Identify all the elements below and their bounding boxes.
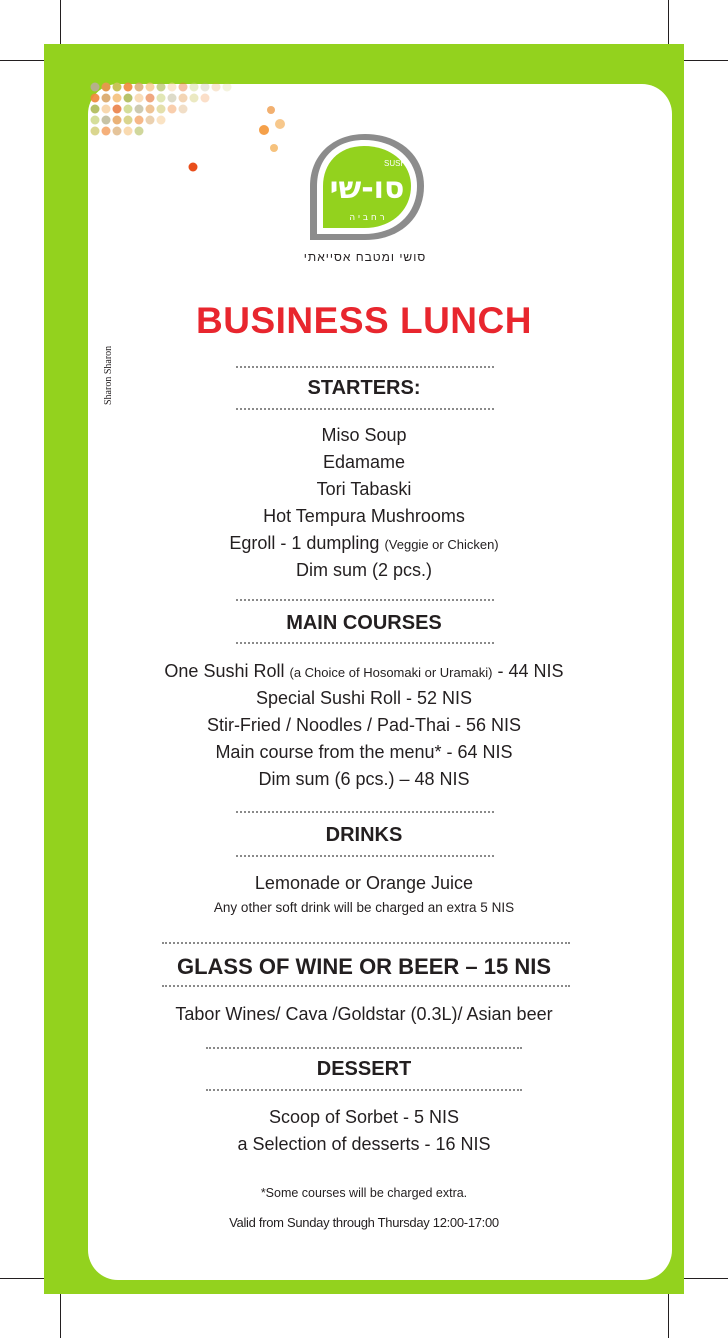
crop-mark <box>684 60 728 61</box>
decorative-dot <box>124 94 133 103</box>
menu-item: Dim sum (2 pcs.) <box>295 560 432 580</box>
decorative-dot <box>91 83 100 92</box>
wine-heading: GLASS OF WINE OR BEER – 15 NIS <box>176 954 552 979</box>
decorative-dot <box>135 94 144 103</box>
decorative-dot <box>179 94 188 103</box>
decorative-dot <box>124 116 133 125</box>
logo-icon <box>300 128 430 248</box>
menu-item: a Selection of desserts - 16 NIS <box>237 1134 491 1154</box>
dessert-heading: DESSERT <box>316 1058 412 1080</box>
menu-item: Lemonade or Orange Juice <box>254 873 474 893</box>
menu-item: Dim sum (6 pcs.) – 48 NIS <box>258 769 470 789</box>
menu-item: Egroll - 1 dumpling (Veggie or Chicken) <box>229 533 499 553</box>
decorative-dot <box>135 105 144 114</box>
menu-item: Scoop of Sorbet - 5 NIS <box>268 1107 460 1127</box>
menu-item: Main course from the menu* - 64 NIS <box>215 742 513 762</box>
decorative-dot <box>157 105 166 114</box>
decorative-dot <box>91 94 100 103</box>
decorative-dot <box>124 105 133 114</box>
crop-mark <box>60 1294 61 1338</box>
decorative-dot <box>146 116 155 125</box>
logo-hebrew-text: סו-שי <box>329 171 405 206</box>
decorative-dot <box>91 116 100 125</box>
decorative-dot <box>157 83 166 92</box>
drinks-heading: DRINKS <box>325 824 403 846</box>
menu-item: Tabor Wines/ Cava /Goldstar (0.3L)/ Asian beer <box>175 1004 553 1024</box>
divider <box>236 855 494 857</box>
divider <box>236 366 494 368</box>
decorative-dot <box>102 94 111 103</box>
footnote: *Some courses will be charged extra. <box>260 1186 468 1200</box>
divider <box>206 1089 522 1091</box>
decorative-dot <box>124 83 133 92</box>
decorative-dot <box>157 94 166 103</box>
logo-subtitle: ר ח ב י ה <box>349 213 385 223</box>
decorative-dot <box>179 83 188 92</box>
divider <box>236 408 494 410</box>
validity-note: Valid from Sunday through Thursday 12:00-17:00 <box>229 1215 499 1230</box>
menu-item: Stir-Fried / Noodles / Pad-Thai - 56 NIS <box>206 715 522 735</box>
decorative-dot <box>135 127 144 136</box>
decorative-dot <box>124 127 133 136</box>
divider <box>206 1047 522 1049</box>
decorative-dot <box>91 127 100 136</box>
decorative-dot <box>113 105 122 114</box>
menu-item: Miso Soup <box>321 425 407 445</box>
decorative-dot <box>135 83 144 92</box>
menu-item-note: (a Choice of Hosomaki or Uramaki) <box>289 665 493 680</box>
decorative-dot <box>168 105 177 114</box>
logo-sushi-text: SUSHI <box>384 159 409 168</box>
decorative-dot <box>190 94 199 103</box>
decorative-dot <box>102 127 111 136</box>
crop-mark <box>60 0 61 44</box>
decorative-dot <box>168 94 177 103</box>
decorative-dot <box>275 119 285 129</box>
divider <box>236 642 494 644</box>
menu-title: BUSINESS LUNCH <box>196 300 532 341</box>
side-note: Sharon Sharon <box>103 345 114 405</box>
decorative-dot <box>102 116 111 125</box>
decorative-dot <box>223 83 232 92</box>
tagline: סושי ומטבח אסייאתי <box>303 250 427 264</box>
decorative-dot <box>146 94 155 103</box>
decorative-dot <box>102 83 111 92</box>
decorative-dots <box>88 80 328 180</box>
decorative-dot <box>146 83 155 92</box>
decorative-dot <box>189 163 198 172</box>
decorative-dot <box>102 105 111 114</box>
crop-mark <box>684 1278 728 1279</box>
menu-item: One Sushi Roll (a Choice of Hosomaki or Uramaki) - 44 NIS <box>164 661 564 681</box>
crop-mark <box>668 1294 669 1338</box>
decorative-dot <box>146 105 155 114</box>
crop-mark <box>0 1278 44 1279</box>
divider <box>236 599 494 601</box>
menu-item: Hot Tempura Mushrooms <box>263 506 465 526</box>
divider <box>162 985 570 987</box>
menu-item: Special Sushi Roll - 52 NIS <box>255 688 473 708</box>
decorative-dot <box>91 105 100 114</box>
decorative-dot <box>201 94 210 103</box>
decorative-dot <box>168 83 177 92</box>
decorative-dot <box>113 127 122 136</box>
menu-item: Tori Tabaski <box>316 479 412 499</box>
decorative-dot <box>135 116 144 125</box>
decorative-dot <box>113 116 122 125</box>
decorative-dot <box>212 83 221 92</box>
decorative-dot <box>259 125 269 135</box>
decorative-dot <box>190 83 199 92</box>
decorative-dot <box>113 83 122 92</box>
crop-mark <box>668 0 669 44</box>
decorative-dot <box>267 106 275 114</box>
menu-item: Edamame <box>322 452 406 472</box>
divider <box>162 942 570 944</box>
drinks-note: Any other soft drink will be charged an extra 5 NIS <box>213 900 515 915</box>
decorative-dot <box>201 83 210 92</box>
decorative-dot <box>270 144 278 152</box>
crop-mark <box>0 60 44 61</box>
decorative-dot <box>157 116 166 125</box>
divider <box>236 811 494 813</box>
starters-heading: STARTERS: <box>307 377 421 399</box>
main-courses-heading: MAIN COURSES <box>286 612 442 634</box>
menu-item-note: (Veggie or Chicken) <box>384 537 499 552</box>
decorative-dot <box>113 94 122 103</box>
decorative-dot <box>179 105 188 114</box>
